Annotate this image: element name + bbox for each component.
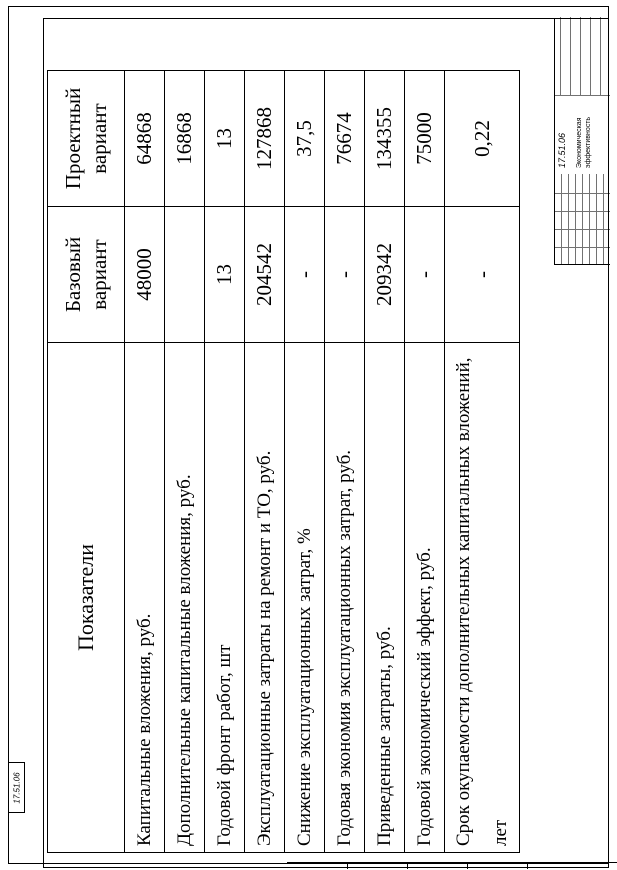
drawing-sheet	[8, 6, 609, 864]
table-row	[205, 71, 245, 853]
table-row	[245, 71, 285, 853]
table-row	[365, 71, 405, 853]
row-label: Капитальные вложения, руб.	[125, 343, 165, 853]
row-project: 0,22	[445, 71, 520, 207]
row-label: Дополнительные капитальные вложения, руб.	[165, 343, 205, 853]
table-header-row	[48, 71, 125, 853]
row-base	[165, 207, 205, 343]
table-row	[325, 71, 365, 853]
row-label: Годовая экономия эксплуатационных затрат, руб.	[325, 343, 365, 853]
row-project: 64868	[125, 71, 165, 207]
row-label: Годовой экономический эффект, руб.	[405, 343, 445, 853]
row-project: 13	[205, 71, 245, 207]
row-label: Годовой фронт работ, шт	[205, 343, 245, 853]
table-row	[165, 71, 205, 853]
row-base: -	[445, 207, 520, 343]
economics-table	[47, 70, 520, 853]
row-project: 37,5	[285, 71, 325, 207]
drawing-frame	[43, 18, 609, 868]
row-base: -	[405, 207, 445, 343]
side-stamp-code: 17.51.06	[12, 771, 21, 804]
table-row	[405, 71, 445, 853]
header-project: Проектный вариант	[48, 71, 125, 207]
title-block-grid	[555, 174, 610, 264]
side-stamp	[8, 762, 25, 813]
header-indicator: Показатели	[48, 343, 125, 853]
row-base: 13	[205, 207, 245, 343]
row-project: 134355	[365, 71, 405, 207]
row-project: 75000	[405, 71, 445, 207]
row-project: 127868	[245, 71, 285, 207]
row-base: -	[285, 207, 325, 343]
row-base: 204542	[245, 207, 285, 343]
rotated-content	[44, 19, 610, 869]
table-row	[125, 71, 165, 853]
title-block-title: Экономическая эффективность	[576, 116, 592, 168]
row-project: 76674	[325, 71, 365, 207]
header-base: Базовый вариант	[48, 207, 125, 343]
row-label: Срок окупаемости дополнительных капитальных вложений, лет	[445, 343, 520, 853]
title-block-grid-right	[555, 17, 610, 96]
row-project: 16868	[165, 71, 205, 207]
row-label: Снижение эксплуатационных затрат, %	[285, 343, 325, 853]
row-label: Эксплуатационные затраты на ремонт и ТО, руб.	[245, 343, 285, 853]
title-block-code: 17.51.06	[557, 132, 567, 168]
row-label: Приведенные затраты, руб.	[365, 343, 405, 853]
row-base: 209342	[365, 207, 405, 343]
row-base: 48000	[125, 207, 165, 343]
table-row	[285, 71, 325, 853]
table-row	[445, 71, 520, 853]
bottom-strip-grid	[287, 862, 617, 869]
row-base: -	[325, 207, 365, 343]
title-block	[554, 19, 610, 265]
